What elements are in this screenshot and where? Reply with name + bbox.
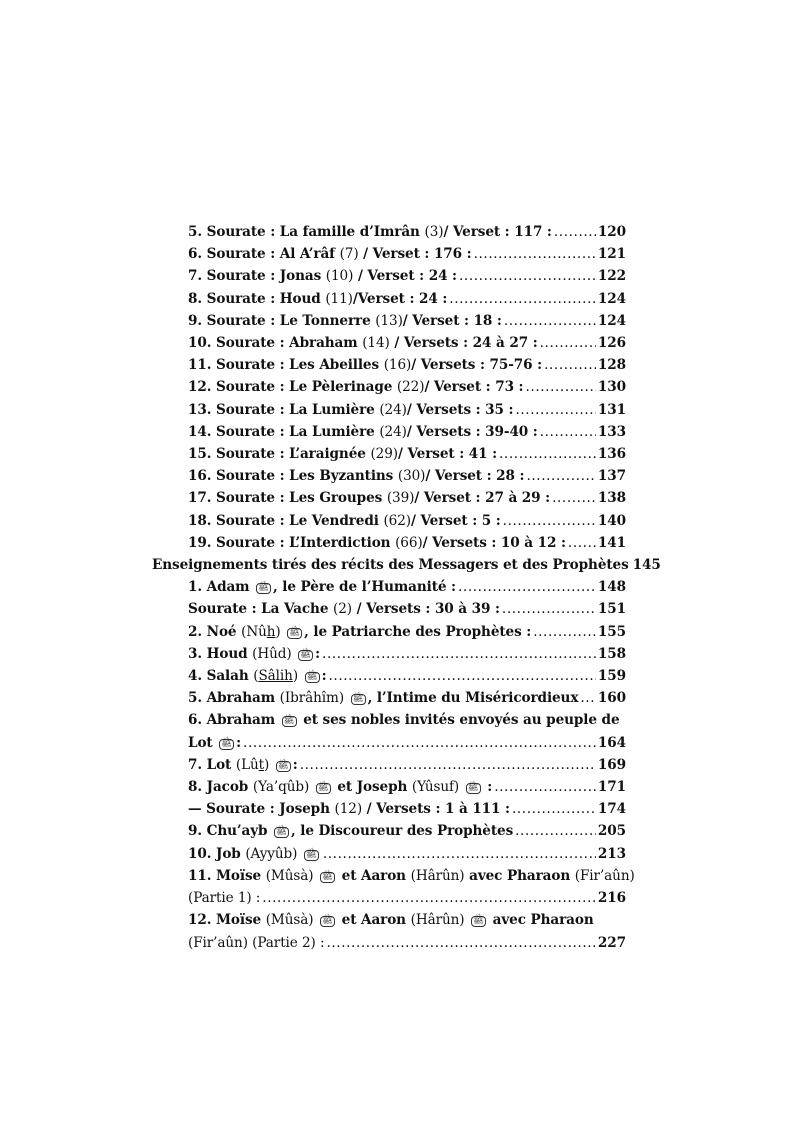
page-number: 159 <box>597 668 626 685</box>
toc-entry: 2. Noé (Nûh) ﷺ , le Patriarche des Prophètes : ..... 155 <box>152 621 626 643</box>
pbuh-icon: ﷺ <box>283 716 295 727</box>
page-number: 148 <box>597 579 626 596</box>
toc-entry-line1: 11. Moïse (Mûsà) ﷺ et Aaron (Hârûn) avec Pharaon (Fir’aûn) <box>188 867 635 884</box>
toc-entry: — Sourate : Joseph (12) / Versets : 1 à 111 : ..... 174 <box>152 798 626 820</box>
toc-entry: 8. Sourate : Houd (11)/Verset : 24 : ..... 124 <box>152 288 626 310</box>
page-number: 121 <box>597 246 626 263</box>
toc-section-heading: Enseignements tirés des récits des Messagers et des Prophètes 145 <box>152 554 626 576</box>
page-number: 128 <box>597 357 626 374</box>
toc-entry: Lot ﷺ : ..... 164 <box>152 732 626 754</box>
toc-entry: 18. Sourate : Le Vendredi (62)/ Verset : 5 : ..... 140 <box>152 510 626 532</box>
page-number: 136 <box>597 446 626 463</box>
page-number: 164 <box>597 734 626 751</box>
toc-entry: (Partie 1) : ..... 216 <box>152 887 626 909</box>
toc-entry: 14. Sourate : La Lumière (24)/ Versets : 39-40 : ..... 133 <box>152 421 626 443</box>
toc-entry: 16. Sourate : Les Byzantins (30)/ Verset : 28 : ..... 137 <box>152 465 626 487</box>
pbuh-icon: ﷺ <box>306 672 318 683</box>
toc-entry: 9. Sourate : Le Tonnerre (13)/ Verset : 18 : ..... 124 <box>152 310 626 332</box>
pbuh-icon: ﷺ <box>467 783 479 794</box>
toc-entry: 17. Sourate : Les Groupes (39)/ Verset : 27 à 29 : ..... 138 <box>152 487 626 509</box>
toc-entry: 5. Abraham (Ibrâhîm) ﷺ , l’Intime du Miséricordieux ..... 160 <box>152 687 626 709</box>
toc-entry: 4. Salah (Sâlih) ﷺ : ..... 159 <box>152 665 626 687</box>
toc-entry: 13. Sourate : La Lumière (24)/ Versets : 35 : ..... 131 <box>152 399 626 421</box>
page-number: 227 <box>597 934 626 951</box>
pbuh-icon: ﷺ <box>300 649 312 660</box>
toc-entry: 15. Sourate : L’araignée (29)/ Verset : 41 : ..... 136 <box>152 443 626 465</box>
pbuh-icon: ﷺ <box>289 627 301 638</box>
page-number: 138 <box>597 490 626 507</box>
page-number: 216 <box>597 890 626 907</box>
page-number: 120 <box>597 224 626 240</box>
page-number: 124 <box>597 312 626 329</box>
page-number: 140 <box>597 512 626 529</box>
page-number: 141 <box>597 534 626 551</box>
pbuh-icon: ﷺ <box>221 738 233 749</box>
toc-entry: 1. Adam ﷺ , le Père de l’Humanité : ..... 148 <box>152 576 626 598</box>
pbuh-icon: ﷺ <box>277 760 289 771</box>
page-number: 171 <box>597 779 626 796</box>
pbuh-icon: ﷺ <box>352 694 364 705</box>
page-number: 205 <box>597 823 626 840</box>
page-number: 133 <box>597 423 626 440</box>
toc-entry: Sourate : La Vache (2) / Versets : 30 à 39 : ..... 151 <box>152 598 626 620</box>
toc-entry: 11. Sourate : Les Abeilles (16)/ Versets : 75-76 : ..... 128 <box>152 354 626 376</box>
pbuh-icon: ﷺ <box>322 871 333 882</box>
page-number: 160 <box>597 690 626 707</box>
toc-entry: 5. Sourate : La famille d’Imrân (3)/ Verset : 117 : ..... 120 <box>152 221 626 243</box>
pbuh-icon: ﷺ <box>322 916 333 927</box>
pbuh-icon: ﷺ <box>317 783 329 794</box>
page-number: 145 <box>632 557 661 574</box>
toc-entry: 9. Chu’ayb ﷺ , le Discoureur des Prophètes ..... 205 <box>152 820 626 842</box>
toc-entry: 10. Sourate : Abraham (14) / Versets : 24 à 27 : ..... 126 <box>152 332 626 354</box>
page-number: 155 <box>597 623 626 640</box>
toc-entry: 7. Lot (Lût) ﷺ : ..... 169 <box>152 754 626 776</box>
toc-entry: 3. Houd (Hûd) ﷺ : ..... 158 <box>152 643 626 665</box>
page-number: 213 <box>597 845 626 862</box>
page-number: 151 <box>597 601 626 618</box>
page-number: 122 <box>597 268 626 285</box>
toc-entry: 7. Sourate : Jonas (10) / Verset : 24 : ..... 122 <box>152 265 626 287</box>
table-of-contents <box>152 221 661 954</box>
page-number: 126 <box>597 335 626 352</box>
toc-entry: (Fir’aûn) (Partie 2) : ..... 227 <box>152 932 626 954</box>
toc-entry: 10. Job (Ayyûb) ﷺ ..... 213 <box>152 843 626 865</box>
toc-entry: 12. Sourate : Le Pèlerinage (22)/ Verset : 73 : ..... 130 <box>152 376 626 398</box>
page-number: 131 <box>597 401 626 418</box>
page-number: 169 <box>597 756 626 773</box>
toc-entry-line1: 12. Moïse (Mûsà) ﷺ et Aaron (Hârûn) ﷺ avec Pharaon <box>188 912 594 929</box>
toc-entry: 19. Sourate : L’Interdiction (66)/ Versets : 10 à 12 : ..... 141 <box>152 532 626 554</box>
pbuh-icon: ﷺ <box>276 827 287 838</box>
page-number: 137 <box>597 468 626 485</box>
toc-entry-line1: 6. Abraham ﷺ et ses nobles invités envoyés au peuple de <box>188 712 620 729</box>
page-number: 158 <box>597 645 626 662</box>
toc-entry: 8. Jacob (Ya’qûb) ﷺ et Joseph (Yûsuf) ﷺ : ..... 171 <box>152 776 626 798</box>
pbuh-icon: ﷺ <box>473 916 484 927</box>
page-number: 124 <box>597 290 626 307</box>
page-number: 174 <box>597 801 626 818</box>
pbuh-icon: ﷺ <box>305 849 317 860</box>
page-number: 130 <box>597 379 626 396</box>
pbuh-icon: ﷺ <box>258 583 269 594</box>
toc-entry: 6. Sourate : Al A’râf (7) / Verset : 176 : ..... 121 <box>152 243 626 265</box>
